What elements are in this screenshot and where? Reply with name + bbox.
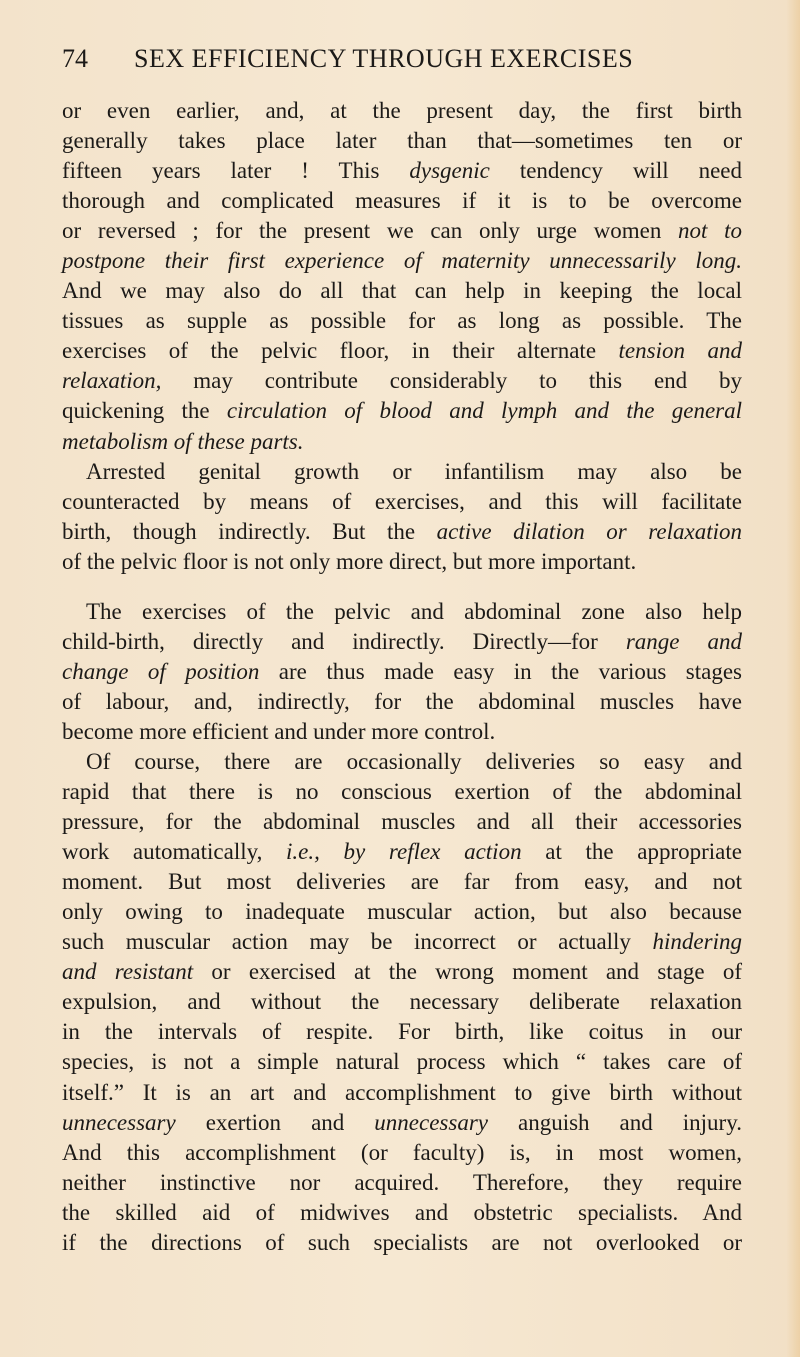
text-line — [62, 867, 742, 897]
text-line — [62, 457, 742, 487]
text-line — [62, 1078, 742, 1108]
italic-text: tension and — [618, 338, 742, 364]
text-span: at the appropriate — [521, 839, 742, 865]
text-line — [62, 657, 742, 687]
text-span: fifteen years later ! This — [62, 158, 410, 184]
text-span: such muscular action may be incorrect or actually — [62, 929, 653, 955]
text-span: expulsion, and without the necessary deliberate relaxation — [62, 989, 742, 1015]
text-line — [62, 427, 742, 457]
text-line — [62, 687, 742, 717]
text-span: itself.” It is an art and accomplishment to give birth without — [62, 1079, 742, 1105]
italic-text: unnecessary — [62, 1109, 176, 1135]
text-line — [62, 957, 742, 987]
italic-text: not to — [678, 218, 742, 244]
italic-text: active dilation or relaxation — [436, 518, 742, 544]
text-span: of the pelvic floor is not only more direct, but more important. — [62, 548, 637, 574]
text-span: the skilled aid of midwives and obstetric specialists. And — [62, 1199, 742, 1225]
text-span: exertion and — [175, 1109, 375, 1135]
text-line — [62, 517, 742, 547]
text-line — [62, 276, 742, 306]
text-span: thorough and complicated measures if it is to be overcome — [62, 188, 742, 214]
text-span: become more efficient and under more control. — [62, 718, 496, 744]
italic-text: relaxation, — [62, 368, 162, 394]
text-span: work automatically, — [62, 839, 287, 865]
text-span: species, is not a simple natural process which “ takes care of — [62, 1049, 742, 1075]
italic-text: circulation of blood and lymph and the general — [226, 398, 743, 424]
body-text — [62, 96, 742, 1258]
page-header — [62, 44, 742, 80]
text-line — [62, 96, 742, 126]
text-span: birth, though indirectly. But the — [62, 518, 437, 544]
text-line — [62, 747, 742, 777]
text-span: exercises of the pelvic floor, in their alternate — [62, 338, 619, 364]
text-line — [62, 777, 742, 807]
text-span: Arrested genital growth or infantilism may also be — [86, 458, 742, 484]
italic-text: unnecessary — [374, 1109, 488, 1135]
text-span: of labour, and, indirectly, for the abdominal muscles have — [62, 688, 742, 714]
text-span: And this accomplishment (or faculty) is, in most women, — [62, 1139, 742, 1165]
text-span: neither instinctive nor acquired. Therefore, they require — [62, 1169, 742, 1195]
text-line — [62, 837, 742, 867]
text-line — [62, 156, 742, 186]
running-title: SEX EFFICIENCY THROUGH EXERCISES — [134, 44, 634, 73]
text-span: or reversed ; for the present we can only urge women — [62, 218, 679, 244]
text-line — [62, 306, 742, 336]
text-line — [62, 126, 742, 156]
text-line — [62, 1138, 742, 1168]
italic-text: postpone their first experience of maternity unnecessarily long. — [62, 248, 742, 274]
page-number: 74 — [62, 44, 88, 73]
text-span: only owing to inadequate muscular action, but also because — [62, 899, 742, 925]
text-line — [62, 717, 742, 747]
text-line — [62, 897, 742, 927]
text-line — [62, 216, 742, 246]
italic-text: change of position — [62, 658, 260, 684]
italic-text: dysgenic — [409, 158, 490, 184]
text-span: The exercises of the pelvic and abdominal zone also help — [86, 598, 742, 624]
text-line — [62, 396, 742, 426]
text-line — [62, 1047, 742, 1077]
text-line — [62, 1108, 742, 1138]
text-line — [62, 547, 742, 577]
text-span: tendency will need — [489, 158, 742, 184]
text-span: tissues as supple as possible for as long as possible. The — [62, 308, 742, 334]
text-span: are thus made easy in the various stages — [259, 658, 742, 684]
text-line — [62, 987, 742, 1017]
text-line — [62, 186, 742, 216]
text-span: or even earlier, and, at the present day, the first birth — [62, 98, 742, 123]
text-span: Of course, there are occasionally deliveries so easy and — [86, 748, 742, 774]
italic-text: hindering — [652, 929, 742, 955]
text-span: counteracted by means of exercises, and this will facilitate — [62, 488, 742, 514]
text-span: anguish and injury. — [487, 1109, 742, 1135]
text-span: rapid that there is no conscious exertion of the abdominal — [62, 779, 742, 805]
text-span: pressure, for the abdominal muscles and all their accessories — [62, 809, 742, 835]
text-line — [62, 336, 742, 366]
text-line — [62, 366, 742, 396]
italic-text: range and — [625, 628, 742, 654]
text-span: moment. But most deliveries are far from easy, and not — [62, 869, 742, 895]
text-span: may contribute considerably to this end by — [161, 368, 742, 394]
text-span: in the intervals of respite. For birth, like coitus in our — [62, 1019, 742, 1045]
text-line — [62, 627, 742, 657]
text-line — [62, 1017, 742, 1047]
text-line — [62, 597, 742, 627]
italic-text: metabolism of these parts. — [62, 428, 304, 454]
text-line — [62, 927, 742, 957]
text-span: generally takes place later than that—sometimes ten or — [62, 128, 742, 154]
text-line — [62, 1168, 742, 1198]
text-span: And we may also do all that can help in keeping the local — [62, 278, 742, 304]
italic-text: and resistant — [62, 959, 194, 985]
text-span: or exercised at the wrong moment and stage of — [193, 959, 742, 985]
text-line — [62, 246, 742, 276]
text-span: if the directions of such specialists are not overlooked or — [62, 1229, 742, 1255]
paragraph-gap — [62, 577, 742, 597]
text-span: child-birth, directly and indirectly. Directly—for — [62, 628, 626, 654]
text-line — [62, 487, 742, 517]
page-edge — [786, 0, 800, 1357]
text-line — [62, 1228, 742, 1258]
text-span: quickening the — [62, 398, 227, 424]
italic-text: i.e., by reflex action — [286, 839, 522, 865]
text-line — [62, 807, 742, 837]
text-line — [62, 1198, 742, 1228]
